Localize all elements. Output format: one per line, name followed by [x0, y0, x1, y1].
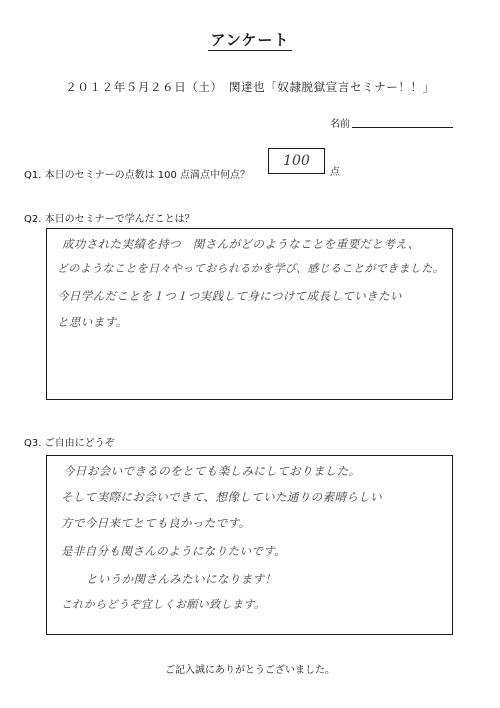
q3-question: Q3. ご自由にどうぞ	[24, 438, 115, 449]
q1-unit: 点	[330, 167, 340, 178]
event-subtitle: ２０１２年５月２６日（土） 関達也「奴隷脱獄宣言セミナー！！」	[65, 80, 435, 94]
name-label: 名前	[330, 119, 350, 130]
q3-answer-line-5: というか関さんみたいになります！	[86, 572, 277, 586]
survey-title: アンケート	[210, 31, 290, 49]
q2-answer-line-1: 成功された実績を持つ 関さんがどのようなことを重要だと考え、	[62, 237, 420, 251]
q1-answer: 100	[283, 153, 310, 169]
q2-answer-line-2: どのようなことを日々やっておられるかを学び、感じることができました。	[57, 262, 445, 275]
q2-question: Q2. 本日のセミナーで学んだことは？	[24, 214, 195, 225]
q3-answer-line-2: そして実際にお会いできて、想像していた通りの素晴らしい	[61, 490, 383, 504]
q3-answer-line-6: これからどうぞ宜しくお願い致します。	[61, 598, 266, 611]
q1-question: Q1. 本日のセミナーの点数は 100 点満点中何点？	[24, 170, 251, 181]
q3-answer-line-3: 方で今日来てとても良かったです。	[61, 516, 251, 530]
name-field-line	[352, 127, 453, 128]
q3-answer-line-1: 今日お会いできるのをとても楽しみにしておりました。	[63, 464, 361, 478]
q3-answer-line-4: 是非自分も関さんのようになりたいです。	[61, 544, 287, 558]
footer-thanks: ご記入誠にありがとうございました。	[165, 665, 335, 676]
q2-answer-line-4: と思います。	[57, 315, 128, 329]
q2-answer-line-3: 今日学んだことを１つ１つ実践して身につけて成長していきたい	[57, 289, 402, 303]
